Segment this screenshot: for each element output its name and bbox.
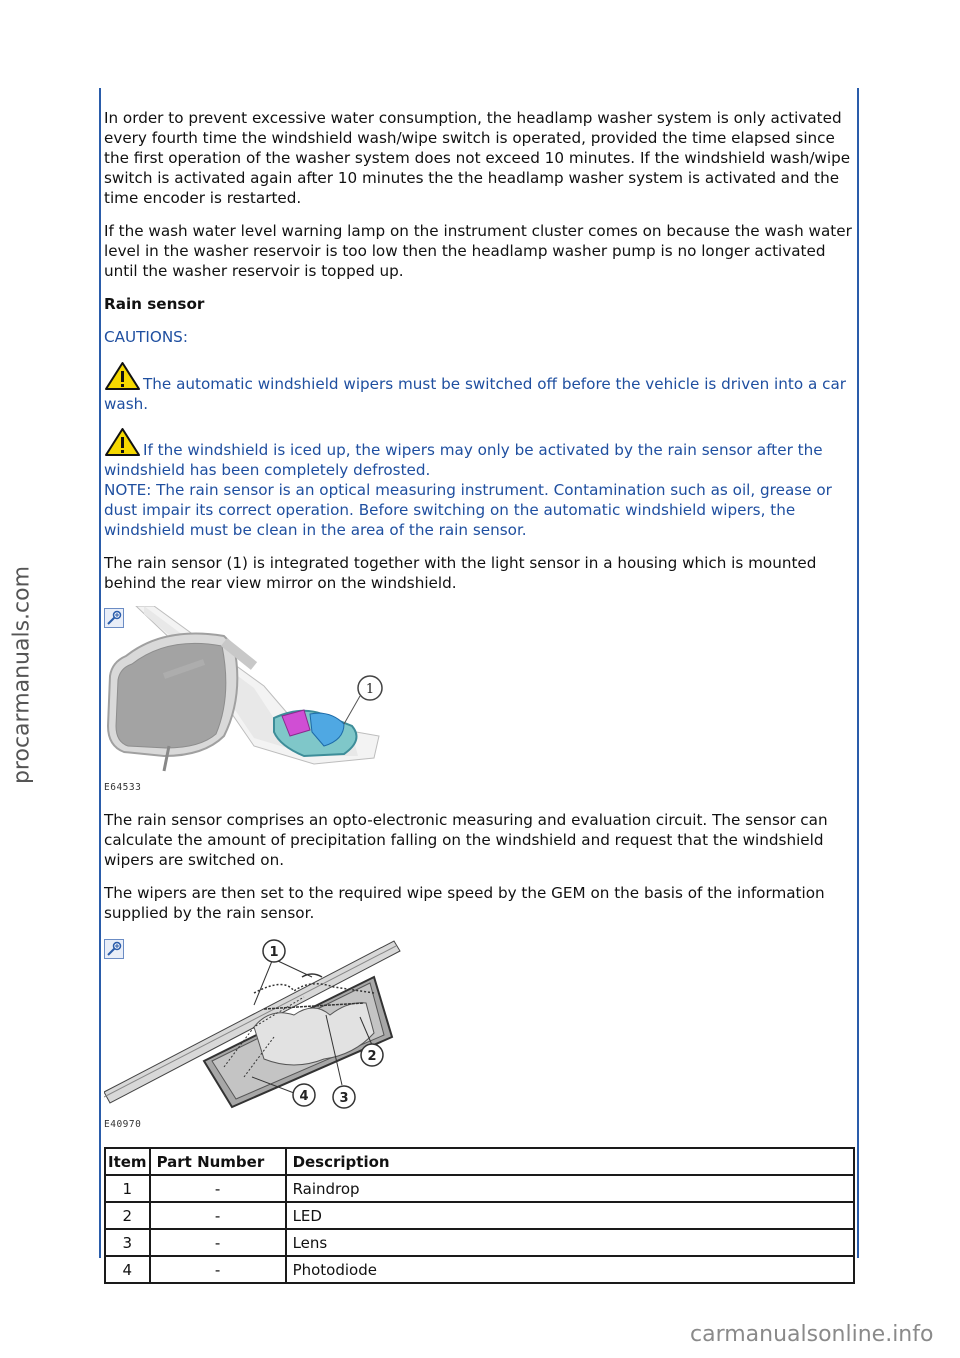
table-header-row — [105, 1148, 854, 1175]
paragraph: The rain sensor comprises an opto-electronic measuring and evaluation circuit. The sensor can calculate the amount of precipitation falling on the windshield and request that the windshield wipers are switched on. — [104, 811, 828, 869]
caution-1: The automatic windshield wipers must be switched off before the vehicle is driven into a car wash. — [104, 361, 854, 414]
figure2-callout-2: 2 — [367, 1049, 377, 1064]
cell-item: 4 — [105, 1256, 150, 1283]
cell-description: LED — [286, 1202, 854, 1229]
table-row — [105, 1175, 854, 1202]
cell-description: Lens — [286, 1229, 854, 1256]
page-content — [104, 108, 854, 1284]
cautions-label: CAUTIONS: — [104, 328, 188, 346]
figure-id: E64533 — [104, 782, 142, 793]
left-rule — [99, 88, 101, 1258]
cell-part-number: - — [150, 1202, 286, 1229]
figure2-callout-1: 1 — [269, 945, 279, 960]
cell-item: 2 — [105, 1202, 150, 1229]
figure2-callout-4: 4 — [299, 1089, 309, 1104]
table-row — [105, 1202, 854, 1229]
header-item: Item — [105, 1148, 150, 1175]
parts-table — [104, 1147, 855, 1284]
right-rule — [857, 88, 859, 1258]
figure-rain-sensor-section — [104, 937, 854, 1133]
figure2-callout-3: 3 — [339, 1091, 349, 1106]
figure-mirror-sensor — [104, 606, 854, 796]
caution-2: If the windshield is iced up, the wipers may only be activated by the rain sensor after the windshield has been completely defrosted. — [104, 427, 854, 480]
cell-part-number: - — [150, 1256, 286, 1283]
section-heading: Rain sensor — [104, 295, 205, 313]
table-row — [105, 1256, 854, 1283]
figure1-callout: 1 — [365, 682, 375, 697]
figure-id: E40970 — [104, 1119, 142, 1130]
cell-part-number: - — [150, 1229, 286, 1256]
note: NOTE: The rain sensor is an optical measuring instrument. Contamination such as oil, grease or dust impair its correct operation. Before switching on the automatic windshield wipers, the windshield must be clean in the area of the rain sensor. — [104, 481, 832, 539]
table-row — [105, 1229, 854, 1256]
cell-description: Raindrop — [286, 1175, 854, 1202]
paragraph: The rain sensor (1) is integrated together with the light sensor in a housing which is mounted behind the rear view mirror on the windshield. — [104, 554, 817, 592]
paragraph: The wipers are then set to the required wipe speed by the GEM on the basis of the information supplied by the rain sensor. — [104, 884, 825, 922]
warning-triangle-icon — [104, 361, 141, 391]
cell-item: 3 — [105, 1229, 150, 1256]
paragraph: If the wash water level warning lamp on the instrument cluster comes on because the wash water level in the washer reservoir is too low then the headlamp washer pump is no longer activated until the washer reservoir is topped up. — [104, 222, 852, 280]
rear-view-mirror-illustration — [104, 606, 394, 782]
cell-description: Photodiode — [286, 1256, 854, 1283]
cell-part-number: - — [150, 1175, 286, 1202]
header-part-number: Part Number — [150, 1148, 286, 1175]
header-description: Description — [286, 1148, 854, 1175]
cell-item: 1 — [105, 1175, 150, 1202]
footer-watermark: carmanualsonline.info — [690, 1322, 934, 1347]
side-watermark: procarmanuals.com — [9, 565, 35, 785]
paragraph: In order to prevent excessive water consumption, the headlamp washer system is only activated every fourth time the windshield wash/wipe switch is operated, provided the time elapsed since the first operation of the washer system does not exceed 10 minutes. If the windshield wash/wipe switch is activated again after 10 minutes the the headlamp washer system is activated and the time encoder is restarted. — [104, 109, 851, 207]
rain-sensor-cross-section — [104, 937, 404, 1117]
warning-triangle-icon — [104, 427, 141, 457]
